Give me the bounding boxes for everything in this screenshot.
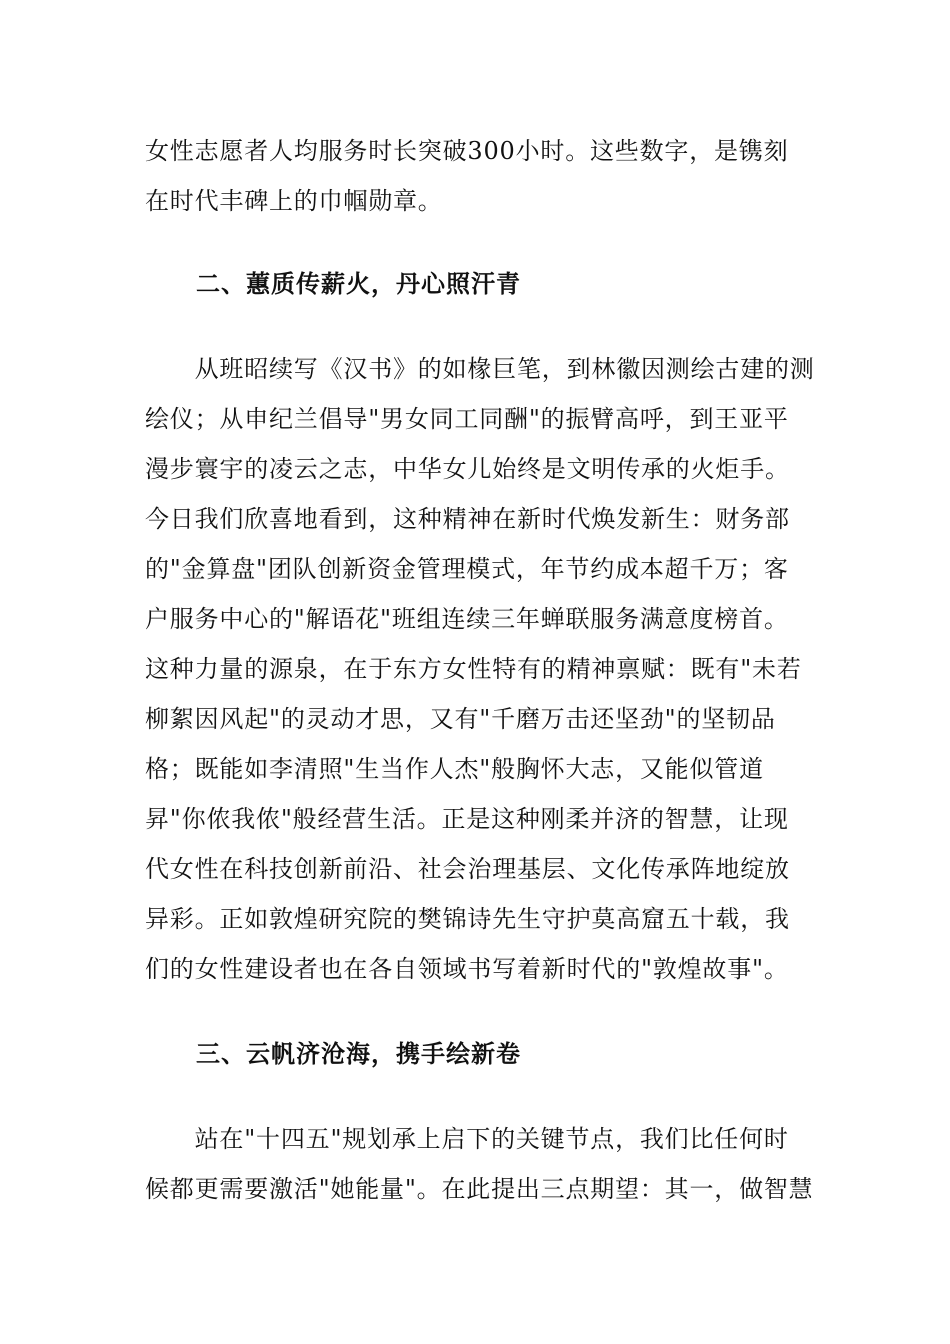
body-text-line: 这种力量的源泉，在于东方女性特有的精神禀赋：既有"未若: [145, 655, 802, 683]
body-text-line: 候都更需要激活"她能量"。在此提出三点期望：其一，做智慧: [145, 1175, 814, 1203]
body-text-line: 今日我们欣喜地看到，这种精神在新时代焕发新生：财务部: [145, 505, 790, 533]
body-text-line: 们的女性建设者也在各自领域书写着新时代的"敦煌故事"。: [145, 955, 789, 983]
body-text-line: 格；既能如李清照"生当作人杰"般胸怀大志，又能似管道: [145, 755, 764, 783]
body-text-line: 代女性在科技创新前沿、社会治理基层、文化传承阵地绽放: [145, 855, 790, 883]
body-text-line: 在时代丰碑上的巾帼勋章。: [145, 187, 443, 215]
body-text-line: 异彩。正如敦煌研究院的樊锦诗先生守护莫高窟五十载，我: [145, 905, 790, 933]
body-text-line: 站在"十四五"规划承上启下的关键节点，我们比任何时: [145, 1125, 789, 1153]
section-heading-3: 三、云帆济沧海，携手绘新卷: [196, 1039, 521, 1068]
body-text-line: 绘仪；从申纪兰倡导"男女同工同酬"的振臂高呼，到王亚平: [145, 405, 789, 433]
body-text-line: 的"金算盘"团队创新资金管理模式，年节约成本超千万；客: [145, 555, 789, 583]
body-text-line: 户服务中心的"解语花"班组连续三年蝉联服务满意度榜首。: [145, 605, 789, 633]
section-heading-2: 二、蕙质传薪火，丹心照汗青: [196, 269, 521, 298]
body-text-line: 柳絮因风起"的灵动才思，又有"千磨万击还坚劲"的坚韧品: [145, 705, 776, 733]
body-text-line: 女性志愿者人均服务时长突破300小时。这些数字，是镌刻: [145, 137, 789, 165]
body-text-line: 从班昭续写《汉书》的如椽巨笔，到林徽因测绘古建的测: [145, 355, 815, 383]
body-text-line: 昇"你侬我侬"般经营生活。正是这种刚柔并济的智慧，让现: [145, 805, 789, 833]
body-text-line: 漫步寰宇的凌云之志，中华女儿始终是文明传承的火炬手。: [145, 455, 790, 483]
